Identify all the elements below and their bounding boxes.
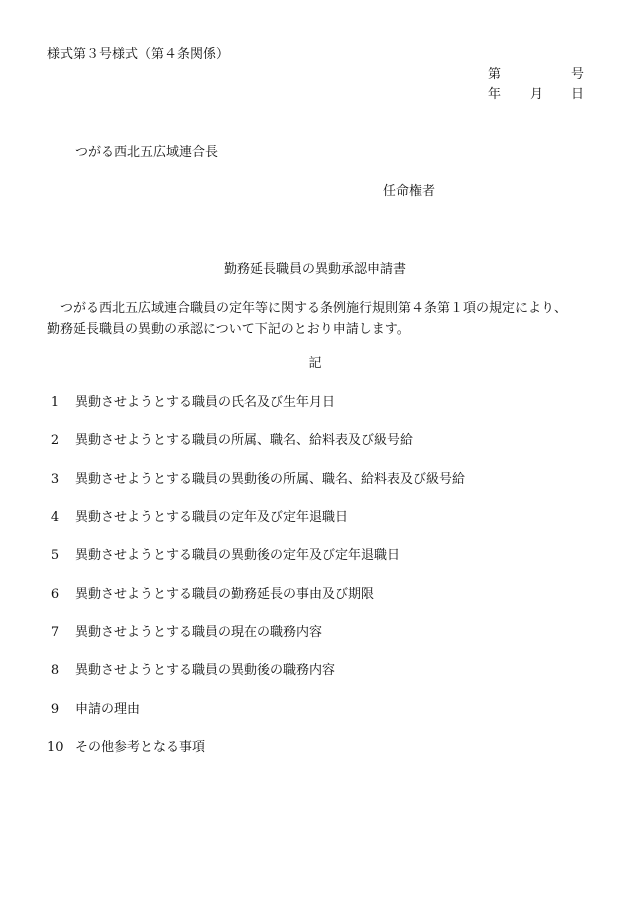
item-label: 異動させようとする職員の現在の職務内容 (75, 625, 323, 640)
item-number: 7 (50, 625, 60, 640)
item-number: 10 (47, 740, 64, 755)
date-month-label: 月 (530, 87, 544, 102)
item-label: 異動させようとする職員の氏名及び生年月日 (75, 395, 336, 410)
item-label: その他参考となる事項 (75, 740, 206, 755)
addressee: つがる西北五広域連合長 (75, 145, 219, 160)
item-label: 異動させようとする職員の定年及び定年退職日 (75, 510, 349, 525)
document-number-prefix: 第 (488, 67, 502, 82)
item-number: 9 (50, 702, 60, 717)
item-label: 異動させようとする職員の勤務延長の事由及び期限 (75, 587, 375, 602)
applicant: 任命権者 (383, 184, 436, 199)
item-label: 異動させようとする職員の異動後の職務内容 (75, 663, 336, 678)
item-number: 3 (50, 472, 60, 487)
document-title: 勤務延長職員の異動承認申請書 (223, 262, 406, 277)
body-line-1: つがる西北五広域連合職員の定年等に関する条例施行規則第４条第１項の規定により、 (47, 301, 568, 316)
date-year-label: 年 (488, 87, 502, 102)
item-number: 1 (50, 395, 60, 410)
form-label: 様式第３号様式（第４条関係） (47, 47, 230, 62)
document-number-suffix: 号 (570, 67, 584, 82)
item-number: 2 (50, 433, 60, 448)
item-number: 4 (50, 510, 60, 525)
item-label: 異動させようとする職員の異動後の定年及び定年退職日 (75, 548, 401, 563)
body-paragraph (47, 298, 592, 340)
item-label: 異動させようとする職員の異動後の所属、職名、給料表及び級号給 (75, 472, 466, 487)
date-day-label: 日 (570, 87, 584, 102)
item-number: 8 (50, 663, 60, 678)
item-label: 申請の理由 (75, 702, 141, 717)
item-number: 5 (50, 548, 60, 563)
body-line-2: 勤務延長職員の異動の承認について下記のとおり申請します。 (47, 322, 410, 337)
item-label: 異動させようとする職員の所属、職名、給料表及び級号給 (75, 433, 414, 448)
ki-heading: 記 (308, 356, 322, 371)
item-number: 6 (50, 587, 60, 602)
